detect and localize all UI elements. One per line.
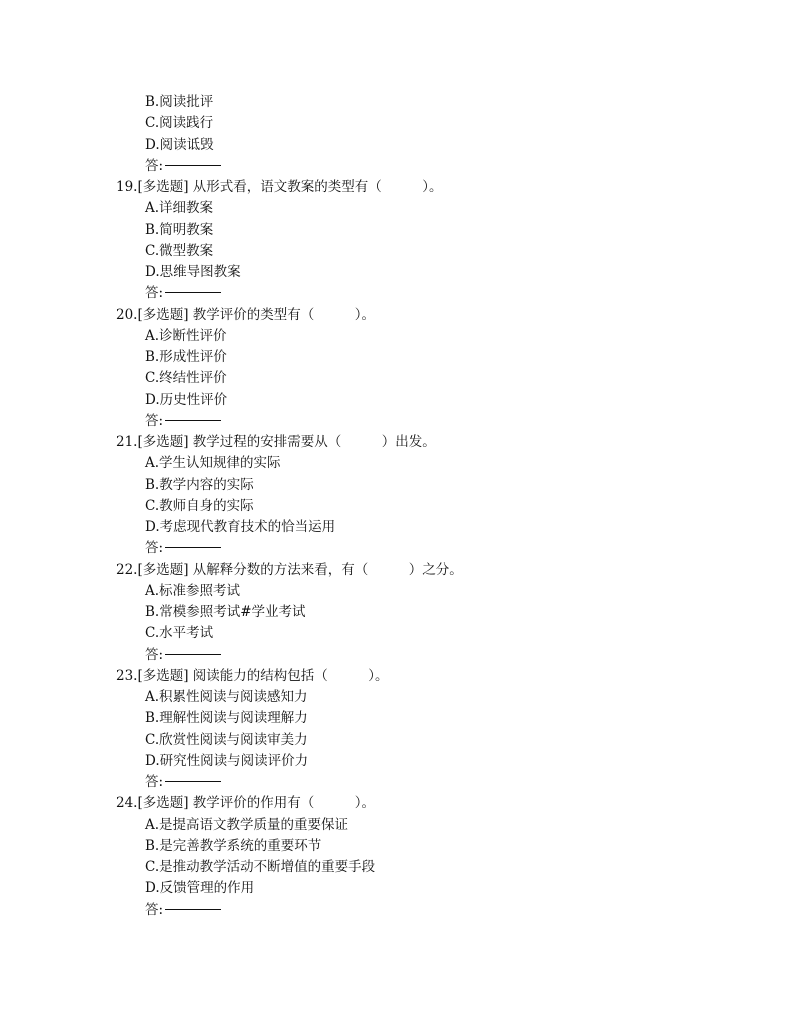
answer-blank	[165, 909, 221, 910]
option-c: C.水平考试	[145, 625, 214, 642]
option-d: D.研究性阅读与阅读评价力	[145, 752, 309, 769]
answer-line	[0, 645, 792, 666]
question-text: 23.[多选题] 阅读能力的结构包括（ ）。	[116, 667, 389, 684]
answer-label: 答:	[145, 901, 164, 918]
option-b: B.是完善教学系统的重要环节	[145, 837, 322, 854]
answer-label: 答:	[145, 540, 164, 557]
option-b: B.简明教案	[145, 221, 214, 238]
question-text: 22.[多选题] 从解释分数的方法来看，有（ ）之分。	[116, 561, 463, 578]
option-b: B.阅读批评	[145, 94, 214, 110]
option-c: C.教师自身的实际	[145, 497, 254, 514]
option-c: C.欣赏性阅读与阅读审美力	[145, 731, 308, 748]
answer-line	[0, 900, 792, 921]
question-text: 20.[多选题] 教学评价的类型有（ ）。	[116, 306, 376, 323]
option-a: A.积累性阅读与阅读感知力	[145, 689, 308, 705]
answer-line	[0, 772, 792, 793]
question-20	[0, 305, 792, 433]
option-a: A.学生认知规律的实际	[145, 455, 281, 472]
answer-line	[0, 411, 792, 432]
answer-blank	[165, 654, 221, 655]
option-b: B.常模参照考试#学业考试	[145, 604, 306, 620]
answer-blank	[165, 292, 221, 293]
option-d: D.历史性评价	[145, 391, 228, 408]
answer-blank	[165, 165, 221, 166]
question-text: 19.[多选题] 从形式看，语文教案的类型有（ ）。	[116, 179, 443, 195]
lead-in-block	[0, 92, 792, 177]
option-c: C.阅读践行	[145, 115, 214, 132]
question-text: 21.[多选题] 教学过程的安排需要从（ ）出发。	[116, 434, 436, 450]
answer-label: 答:	[145, 412, 164, 429]
question-21	[0, 432, 792, 560]
option-a: A.详细教案	[145, 200, 214, 217]
option-d: D.考虑现代教育技术的恰当运用	[145, 519, 336, 535]
option-c: C.终结性评价	[145, 370, 227, 387]
option-a: A.是提高语文教学质量的重要保证	[145, 816, 349, 833]
option-c: C.是推动教学活动不断增值的重要手段	[145, 859, 376, 875]
answer-line	[0, 283, 792, 304]
answer-label: 答:	[145, 285, 164, 302]
option-b: B.理解性阅读与阅读理解力	[145, 710, 308, 727]
option-d: D.阅读诋毁	[145, 136, 214, 153]
answer-label: 答:	[145, 774, 164, 790]
answer-line	[0, 538, 792, 559]
option-b: B.形成性评价	[145, 349, 227, 365]
question-22	[0, 560, 792, 666]
option-d: D.思维导图教案	[145, 264, 241, 280]
option-c: C.微型教案	[145, 242, 214, 259]
question-23	[0, 666, 792, 794]
question-24	[0, 793, 792, 921]
answer-blank	[165, 420, 221, 421]
option-a: A.诊断性评价	[145, 327, 227, 344]
option-b: B.教学内容的实际	[145, 476, 254, 493]
answer-line	[0, 156, 792, 177]
answer-label: 答:	[145, 646, 164, 663]
option-a: A.标准参照考试	[145, 582, 241, 599]
option-d: D.反馈管理的作用	[145, 880, 255, 897]
document-body	[0, 92, 792, 921]
answer-label: 答:	[145, 157, 164, 174]
answer-blank	[165, 547, 221, 548]
question-19	[0, 177, 792, 305]
answer-blank	[165, 781, 221, 782]
question-text: 24.[多选题] 教学评价的作用有（ ）。	[116, 795, 376, 812]
